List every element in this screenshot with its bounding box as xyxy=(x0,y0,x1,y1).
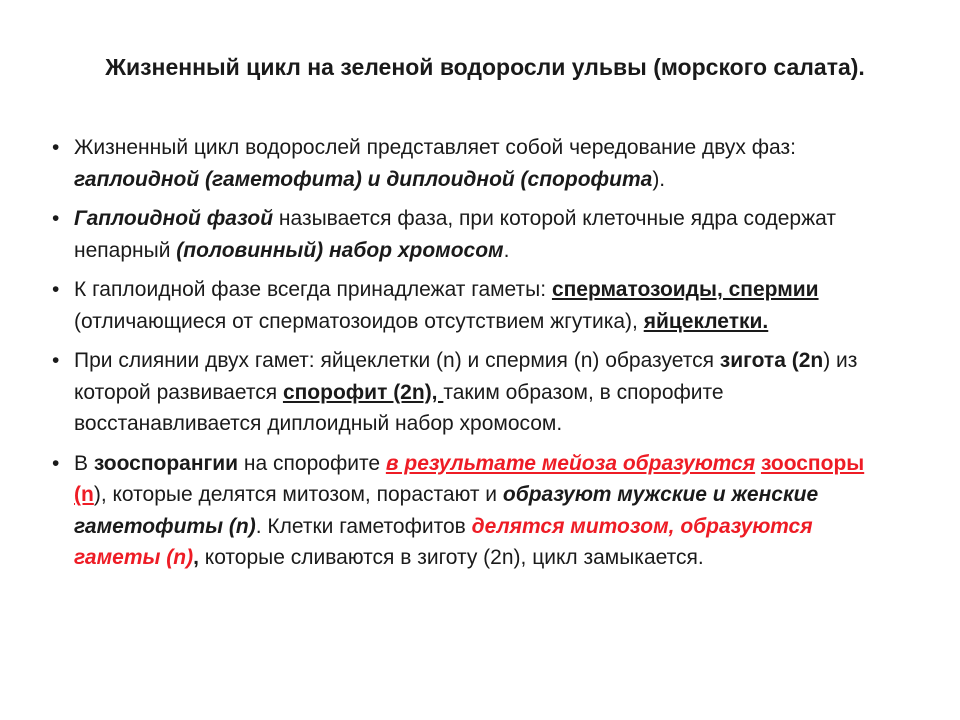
bullet-item xyxy=(52,203,900,266)
bullet-text-run: . xyxy=(503,238,510,262)
bullet-item xyxy=(52,345,900,440)
bullet-item xyxy=(52,274,900,337)
bullet-text-run: ). xyxy=(652,167,666,191)
bullet-text-run: зигота (2n xyxy=(719,349,824,372)
bullet-text-run: . Клетки гаметофитов xyxy=(255,514,472,538)
bullet-text-run: на спорофите xyxy=(238,451,386,475)
bullet-text-run: которые сливаются в зиготу (2n), цикл замыкается. xyxy=(198,546,704,569)
bullet-text-run: ) из которой развивается xyxy=(74,349,858,404)
bullet-text-run: , xyxy=(193,546,199,569)
bullet-text-run: Жизненный цикл водорослей представляет собой чередование двух фаз: xyxy=(74,136,796,159)
bullet-text-run: спорофит (2n), xyxy=(282,380,444,404)
bullet-text-run: яйцеклетки. xyxy=(643,309,769,333)
bullet-dot-icon: • xyxy=(52,207,60,230)
bullet-text-run: делятся митозом, образуются гаметы (n) xyxy=(74,514,813,569)
bullet-item xyxy=(52,448,900,574)
bullet-text-run: (половинный) набор хромосом xyxy=(176,238,504,262)
bullet-dot-icon: • xyxy=(52,451,60,475)
bullet-text-run: ), которые делятся митозом, порастают и xyxy=(93,483,503,506)
bullet-text-run: При слиянии двух гамет: яйцеклетки (n) и спермия (n) образуется xyxy=(74,349,720,372)
bullet-dot-icon: • xyxy=(52,278,60,301)
bullet-dot-icon: • xyxy=(52,136,60,159)
bullet-text-run: зооспорангии xyxy=(93,451,239,475)
bullet-text-run: К гаплоидной фазе всегда принадлежат гаметы: xyxy=(74,278,552,301)
bullet-dot-icon: • xyxy=(52,349,60,372)
bullet-text-run: зооспоры (n xyxy=(74,451,865,506)
bullet-list xyxy=(52,132,900,582)
bullet-text-run: В xyxy=(74,451,94,475)
bullet-item xyxy=(52,132,900,195)
bullet-text-run: называется фаза, при которой клеточные ядра содержат непарный xyxy=(74,207,836,262)
bullet-text-run: в результате мейоза образуются xyxy=(385,451,756,475)
bullet-text-run: (отличающиеся от сперматозоидов отсутствием жгутика), xyxy=(74,309,644,333)
bullet-text-run: гаплоидной (гаметофита) и диплоидной (спорофита xyxy=(74,167,653,191)
bullet-text-run: образуют мужские и женские гаметофиты (n) xyxy=(74,483,819,538)
bullet-text-run: таким образом, в спорофите восстанавливается диплоидный набор хромосом. xyxy=(74,380,724,435)
slide-title: Жизненный цикл на зеленой водоросли ульвы (морского салата). xyxy=(105,54,865,80)
bullet-text-run: сперматозоиды, спермии xyxy=(551,278,819,301)
bullet-text-run: Гаплоидной фазой xyxy=(74,207,274,230)
